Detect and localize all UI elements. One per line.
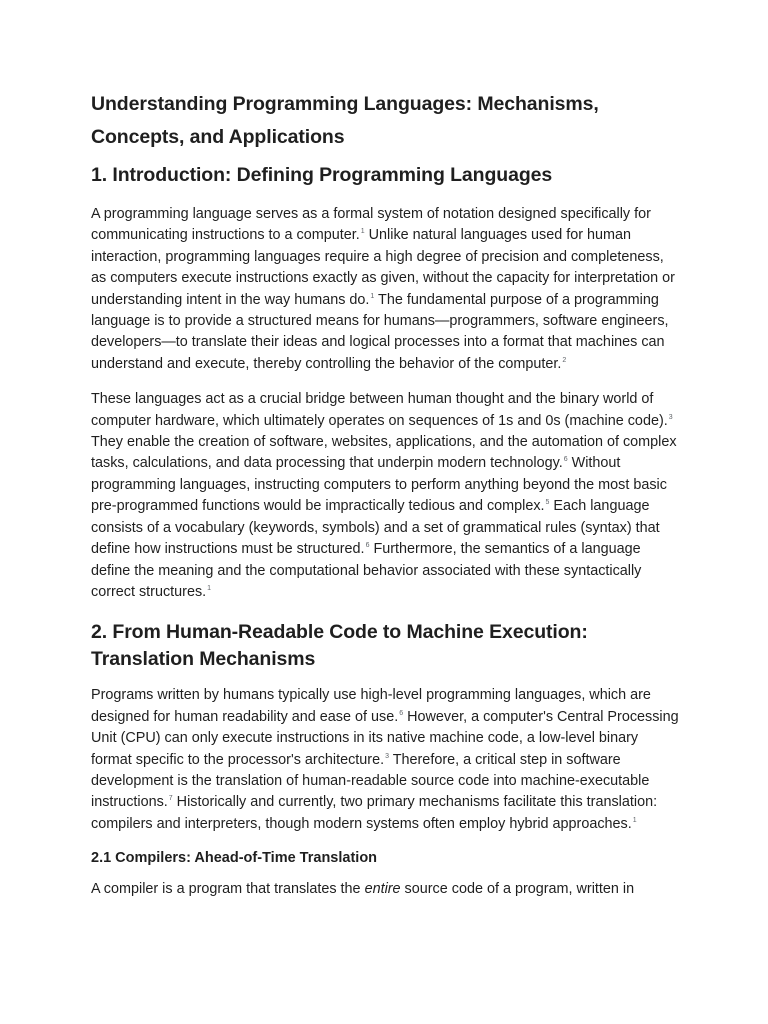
footnote-ref: 6 xyxy=(563,456,568,464)
sentence: Furthermore, the semantics of a language define the meaning and the computational behavior associated with these syntactically correct structures. xyxy=(91,541,642,600)
sentence: A compiler is a program that translates the xyxy=(91,881,365,898)
subsection-heading-compilers: 2.1 Compilers: Ahead-of-Time Translation xyxy=(91,850,378,867)
footnote-ref: 2 xyxy=(562,356,567,364)
footnote-ref: 6 xyxy=(365,542,370,550)
footnote-ref: 1 xyxy=(370,292,375,300)
sentence: Without programming languages, instructing computers to perform anything beyond the most basic pre-programmed functions would be impractically tedious and complex. xyxy=(91,455,667,515)
document-title: Understanding Programming Languages: Mechanisms, Concepts, and Applications xyxy=(91,93,599,148)
emphasized-word: entire xyxy=(364,881,401,898)
sentence: A programming language serves as a formal system of notation designed specifically for communicating instructions to a computer. xyxy=(91,206,651,244)
footnote-ref: 3 xyxy=(385,752,389,760)
sentence: However, a computer's Central Processing Unit (CPU) can only execute instructions in its native machine code, a low-level binary format specific to the processor's architecture. xyxy=(91,708,679,768)
section-heading-introduction: 1. Introduction: Defining Programming Languages xyxy=(91,164,553,186)
sentence: Unlike natural languages used for human interaction, programming languages require a high degree of precision and completeness, as computers execute instructions exactly as given, without the capacity for interpretation or understanding intent in the way humans do. xyxy=(91,227,675,308)
footnote-ref: 5 xyxy=(545,499,550,507)
footnote-ref: 1 xyxy=(632,816,637,824)
sentence: The fundamental purpose of a programming language is to provide a structured means for humans—programmers, software engineers, developers—to translate their ideas and logical processes into a format that machines can understand and execute, thereby controlling the behavior of the computer. xyxy=(91,291,669,372)
footnote-ref: 1 xyxy=(207,584,212,592)
sentence: They enable the creation of software, websites, applications, and the automation of complex tasks, calculations, and data processing that underpin modern technology. xyxy=(91,434,677,472)
sentence: Therefore, a critical step in software development is the translation of human-readable source code into machine-executable instructions. xyxy=(91,751,650,811)
paragraph-translation-1 xyxy=(91,685,681,835)
document-page xyxy=(91,88,681,901)
paragraph-intro-1 xyxy=(91,204,681,375)
paragraph-intro-2 xyxy=(91,389,681,603)
footnote-ref: 6 xyxy=(399,709,404,717)
sentence: Each language consists of a vocabulary (keywords, symbols) and a set of grammatical rules (syntax) that define how instructions must be structured. xyxy=(91,498,660,558)
footnote-ref: 3 xyxy=(668,413,673,421)
paragraph-compilers-1 xyxy=(91,879,681,900)
sentence: source code of a program, written in xyxy=(400,881,635,898)
sentence: Programs written by humans typically use high-level programming languages, which are designed for human readability and ease of use. xyxy=(91,687,651,725)
section-heading-translation-mechanisms: 2. From Human-Readable Code to Machine Execution: Translation Mechanisms xyxy=(91,621,588,671)
sentence: These languages act as a crucial bridge between human thought and the binary world of computer hardware, which ultimately operates on sequences of 1s and 0s (machine code). xyxy=(91,391,668,429)
footnote-ref: 7 xyxy=(168,795,173,803)
sentence: Historically and currently, two primary mechanisms facilitate this translation: compilers and interpreters, though modern systems often employ hybrid approaches. xyxy=(91,794,658,832)
footnote-ref: 1 xyxy=(360,228,365,236)
